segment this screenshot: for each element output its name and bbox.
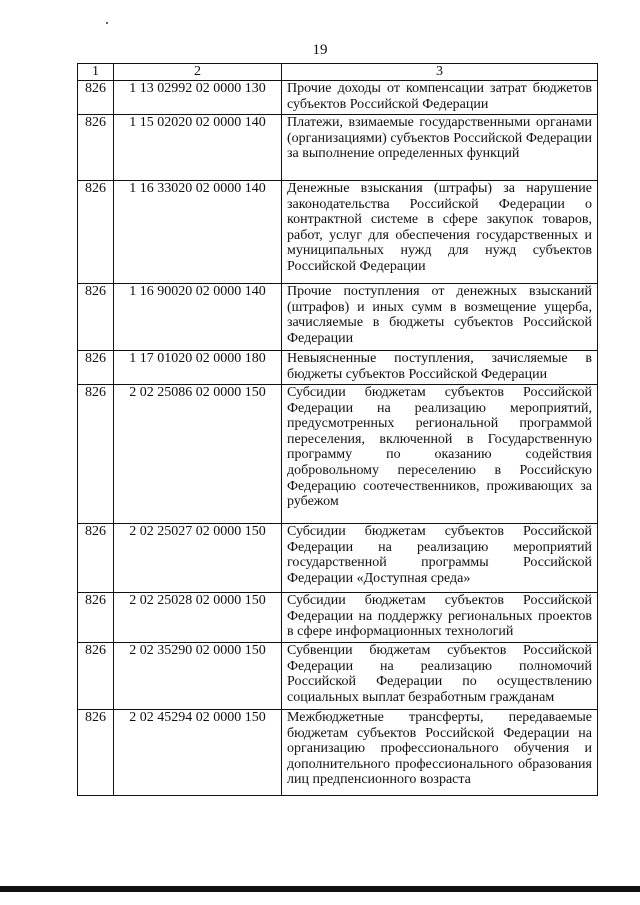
revenue-name-cell: Денежные взыскания (штрафы) за нарушение законодательства Российской Федерации о контрактной системе в сфере закупок товаров, работ, услуг для обеспечения государственных и муниципальных нужд для нужд субъектов Российской Федерации: [282, 181, 598, 284]
budget-code-cell: 2 02 35290 02 0000 150: [114, 643, 282, 710]
revenue-name-cell: Невыясненные поступления, зачисляемые в бюджеты субъектов Российской Федерации: [282, 351, 598, 385]
admin-code-cell: 826: [78, 81, 114, 115]
table-row: [78, 385, 598, 524]
budget-code-cell: 2 02 25027 02 0000 150: [114, 524, 282, 593]
budget-code-cell: 2 02 25028 02 0000 150: [114, 593, 282, 643]
revenue-name-cell: Межбюджетные трансферты, передаваемые бюджетам субъектов Российской Федерации на организацию профессионального обучения и дополнительного профессионального образования лиц предпенсионного возраста: [282, 710, 598, 796]
budget-code-cell: 1 13 02992 02 0000 130: [114, 81, 282, 115]
table-header-row: [78, 64, 598, 81]
revenue-name-cell: Субсидии бюджетам субъектов Российской Федерации на реализацию мероприятий государственной программы Российской Федерации «Доступная среда»: [282, 524, 598, 593]
budget-code-cell: 2 02 25086 02 0000 150: [114, 385, 282, 524]
budget-code-cell: 1 17 01020 02 0000 180: [114, 351, 282, 385]
revenue-name-cell: Субсидии бюджетам субъектов Российской Федерации на реализацию мероприятий, предусмотренных региональной программой переселения, включенной в Государственную программу по оказанию содействия добровольному переселению в Российскую Федерацию соотечественников, проживающих за рубежом: [282, 385, 598, 524]
table-row: [78, 181, 598, 284]
admin-code-cell: 826: [78, 593, 114, 643]
table-row: [78, 524, 598, 593]
budget-code-cell: 2 02 45294 02 0000 150: [114, 710, 282, 796]
admin-code-cell: 826: [78, 385, 114, 524]
table-row: [78, 593, 598, 643]
revenue-codes-table: [77, 63, 598, 796]
scan-speck: [106, 22, 108, 24]
budget-code-cell: 1 16 33020 02 0000 140: [114, 181, 282, 284]
budget-code-cell: 1 16 90020 02 0000 140: [114, 284, 282, 351]
table-row: [78, 351, 598, 385]
admin-code-cell: 826: [78, 351, 114, 385]
revenue-name-cell: Прочие доходы от компенсации затрат бюджетов субъектов Российской Федерации: [282, 81, 598, 115]
table-row: [78, 284, 598, 351]
revenue-name-cell: Субвенции бюджетам субъектов Российской Федерации на реализацию полномочий Российской Федерации по осуществлению социальных выплат безработным гражданам: [282, 643, 598, 710]
revenue-name-cell: Субсидии бюджетам субъектов Российской Федерации на поддержку региональных проектов в сфере информационных технологий: [282, 593, 598, 643]
admin-code-cell: 826: [78, 115, 114, 181]
table-row: [78, 710, 598, 796]
column-header-1: 1: [78, 64, 114, 81]
column-header-2: 2: [114, 64, 282, 81]
page-number: 19: [312, 42, 328, 58]
table-row: [78, 115, 598, 181]
table-row: [78, 643, 598, 710]
admin-code-cell: 826: [78, 181, 114, 284]
revenue-name-cell: Прочие поступления от денежных взысканий (штрафов) и иных сумм в возмещение ущерба, зачисляемые в бюджеты субъектов Российской Федерации: [282, 284, 598, 351]
admin-code-cell: 826: [78, 643, 114, 710]
admin-code-cell: 826: [78, 710, 114, 796]
table-row: [78, 81, 598, 115]
admin-code-cell: 826: [78, 524, 114, 593]
budget-code-cell: 1 15 02020 02 0000 140: [114, 115, 282, 181]
scan-bottom-border: [0, 886, 640, 892]
admin-code-cell: 826: [78, 284, 114, 351]
column-header-3: 3: [282, 64, 598, 81]
revenue-name-cell: Платежи, взимаемые государственными органами (организациями) субъектов Российской Федерации за выполнение определенных функций: [282, 115, 598, 181]
